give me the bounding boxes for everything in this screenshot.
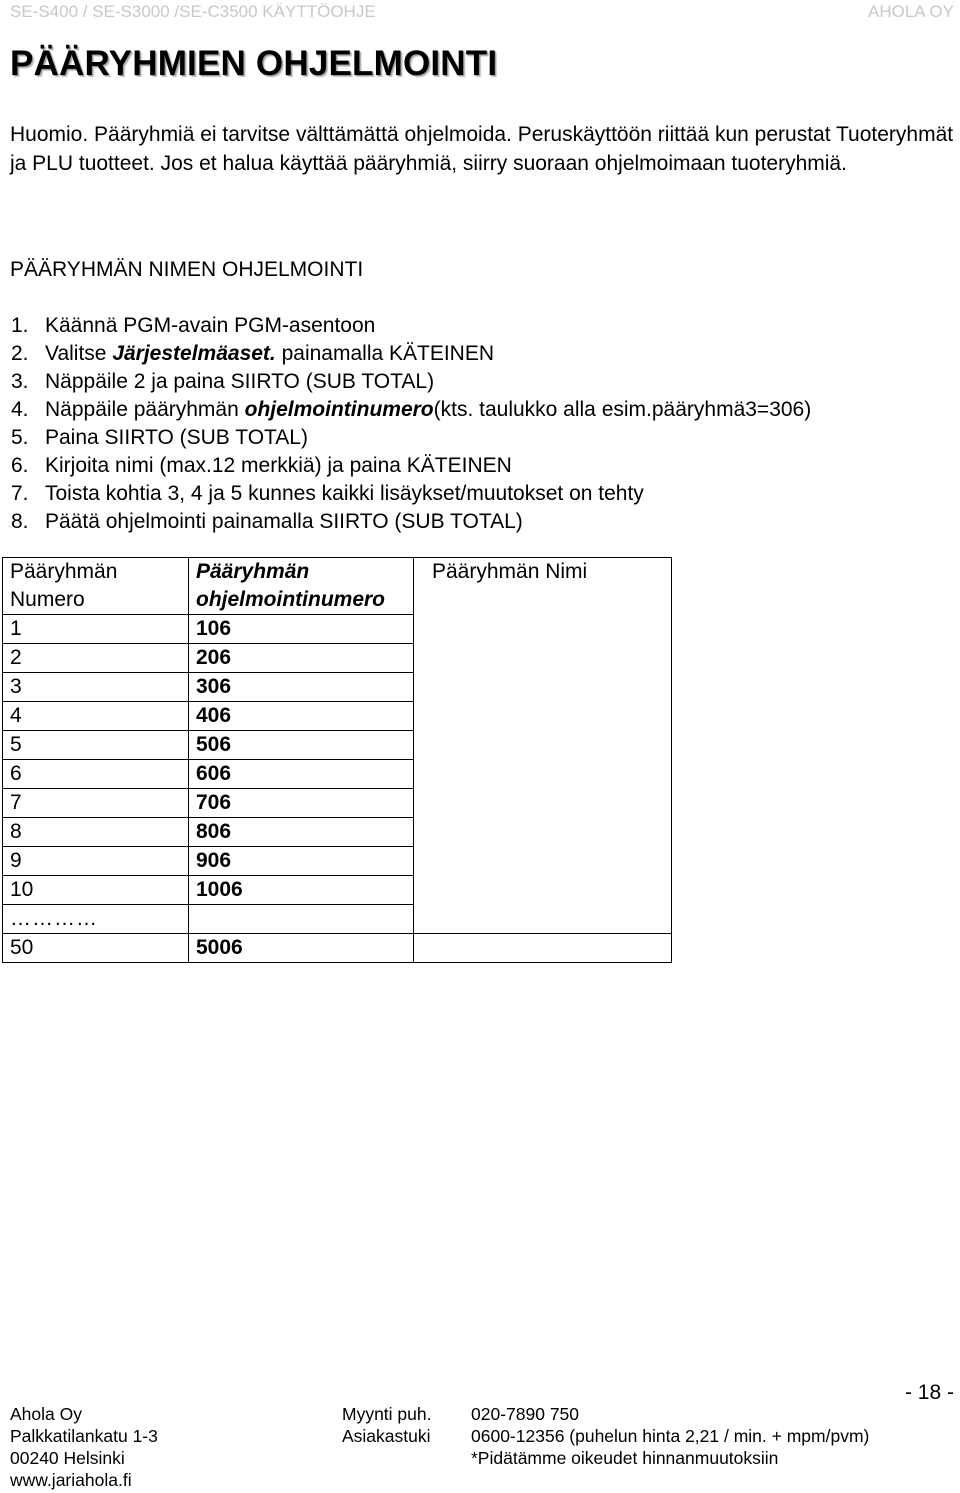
step-text: Toista kohtia 3, 4 ja 5 kunnes kaikki lisäykset/muutokset on tehty xyxy=(45,482,644,505)
cell-code: 606 xyxy=(189,760,414,789)
footer-website: www.jariahola.fi xyxy=(10,1470,132,1490)
step-item xyxy=(10,480,811,508)
step-text: Paina SIIRTO (SUB TOTAL) xyxy=(45,426,308,449)
footer-company-name: Ahola Oy xyxy=(10,1404,82,1424)
cell-number: 4 xyxy=(3,702,189,731)
step-text-pre: Valitse xyxy=(45,342,113,365)
cell-code: 306 xyxy=(189,673,414,702)
footer-values xyxy=(471,1403,869,1469)
cell-number: 5 xyxy=(3,731,189,760)
header-cell-number: Numero xyxy=(3,586,189,615)
document-header-right: AHOLA OY xyxy=(868,2,954,21)
header-cell-code: Pääryhmän xyxy=(189,558,414,587)
footer-price-note: *Pidätämme oikeudet hinnanmuutoksiin xyxy=(471,1448,779,1468)
step-text-post: painamalla KÄTEINEN xyxy=(275,342,495,365)
footer-support-label: Asiakastuki xyxy=(342,1426,431,1446)
cell-number: 50 xyxy=(3,934,189,963)
step-text-post: (kts. taulukko alla esim.pääryhmä3=306) xyxy=(433,398,812,421)
cell-code: 5006 xyxy=(189,934,414,963)
page-number: - 18 - xyxy=(904,1381,954,1404)
footer-address: Palkkatilankatu 1-3 xyxy=(10,1426,158,1446)
step-text: Päätä ohjelmointi painamalla SIIRTO (SUB TOTAL) xyxy=(45,510,523,533)
step-number: 4. xyxy=(11,398,29,421)
footer-postcode-city: 00240 Helsinki xyxy=(10,1448,125,1468)
footer-sales-label: Myynti puh. xyxy=(342,1404,432,1424)
step-item xyxy=(10,368,811,396)
step-number: 3. xyxy=(11,370,29,393)
cell-code: 806 xyxy=(189,818,414,847)
table-row xyxy=(3,934,672,963)
step-text: Näppäile 2 ja paina SIIRTO (SUB TOTAL) xyxy=(45,370,435,393)
step-number: 6. xyxy=(11,454,29,477)
document-header-left: SE-S400 / SE-S3000 /SE-C3500 KÄYTTÖOHJE xyxy=(10,2,376,21)
cell-number: 10 xyxy=(3,876,189,905)
section-heading: PÄÄRYHMÄN NIMEN OHJELMOINTI xyxy=(10,258,364,281)
step-item xyxy=(10,508,811,536)
cell-ellipsis: ………… xyxy=(3,905,189,934)
step-item xyxy=(10,312,811,340)
cell-code: 506 xyxy=(189,731,414,760)
step-number: 1. xyxy=(11,314,29,337)
footer-sales-phone: 020-7890 750 xyxy=(471,1404,580,1424)
steps-list xyxy=(10,312,811,536)
table-header-row xyxy=(3,558,672,587)
step-text: Kirjoita nimi (max.12 merkkiä) ja paina KÄTEINEN xyxy=(45,454,512,477)
cell-code: 206 xyxy=(189,644,414,673)
step-item xyxy=(10,424,811,452)
cell-name-empty xyxy=(414,934,672,963)
header-cell-number: Pääryhmän xyxy=(3,558,189,587)
header-cell-name: Pääryhmän Nimi xyxy=(414,558,672,934)
step-number: 5. xyxy=(11,426,29,449)
cell-number: 2 xyxy=(3,644,189,673)
step-text-pre: Näppäile pääryhmän xyxy=(45,398,245,421)
step-text-emphasis: ohjelmointinumero xyxy=(244,398,434,421)
step-item xyxy=(10,340,811,368)
footer-labels xyxy=(342,1403,431,1447)
cell-number: 9 xyxy=(3,847,189,876)
step-number: 2. xyxy=(11,342,29,365)
cell-code: 106 xyxy=(189,615,414,644)
page-title: PÄÄRYHMIEN OHJELMOINTI xyxy=(10,44,498,83)
step-text-emphasis: Järjestelmäaset. xyxy=(112,342,276,365)
cell-number: 1 xyxy=(3,615,189,644)
cell-number: 8 xyxy=(3,818,189,847)
cell-empty xyxy=(189,905,414,934)
main-group-table xyxy=(2,557,672,963)
step-text: Käännä PGM-avain PGM-asentoon xyxy=(45,314,376,337)
cell-code: 706 xyxy=(189,789,414,818)
step-item xyxy=(10,396,811,424)
step-number: 7. xyxy=(11,482,29,505)
cell-code: 1006 xyxy=(189,876,414,905)
step-number: 8. xyxy=(11,510,29,533)
intro-paragraph: Huomio. Pääryhmiä ei tarvitse välttämättä ohjelmoida. Peruskäyttöön riittää kun perustat Tuoteryhmät ja PLU tuotteet. Jos et halua käyttää pääryhmiä, siirry suoraan ohjelmoimaan tuoteryhmiä. xyxy=(10,123,954,175)
footer-company xyxy=(10,1403,158,1491)
step-item xyxy=(10,452,811,480)
cell-code: 906 xyxy=(189,847,414,876)
cell-number: 7 xyxy=(3,789,189,818)
header-cell-code: ohjelmointinumero xyxy=(189,586,414,615)
cell-number: 3 xyxy=(3,673,189,702)
footer-support-phone: 0600-12356 (puhelun hinta 2,21 / min. + mpm/pvm) xyxy=(471,1426,870,1446)
cell-code: 406 xyxy=(189,702,414,731)
cell-number: 6 xyxy=(3,760,189,789)
